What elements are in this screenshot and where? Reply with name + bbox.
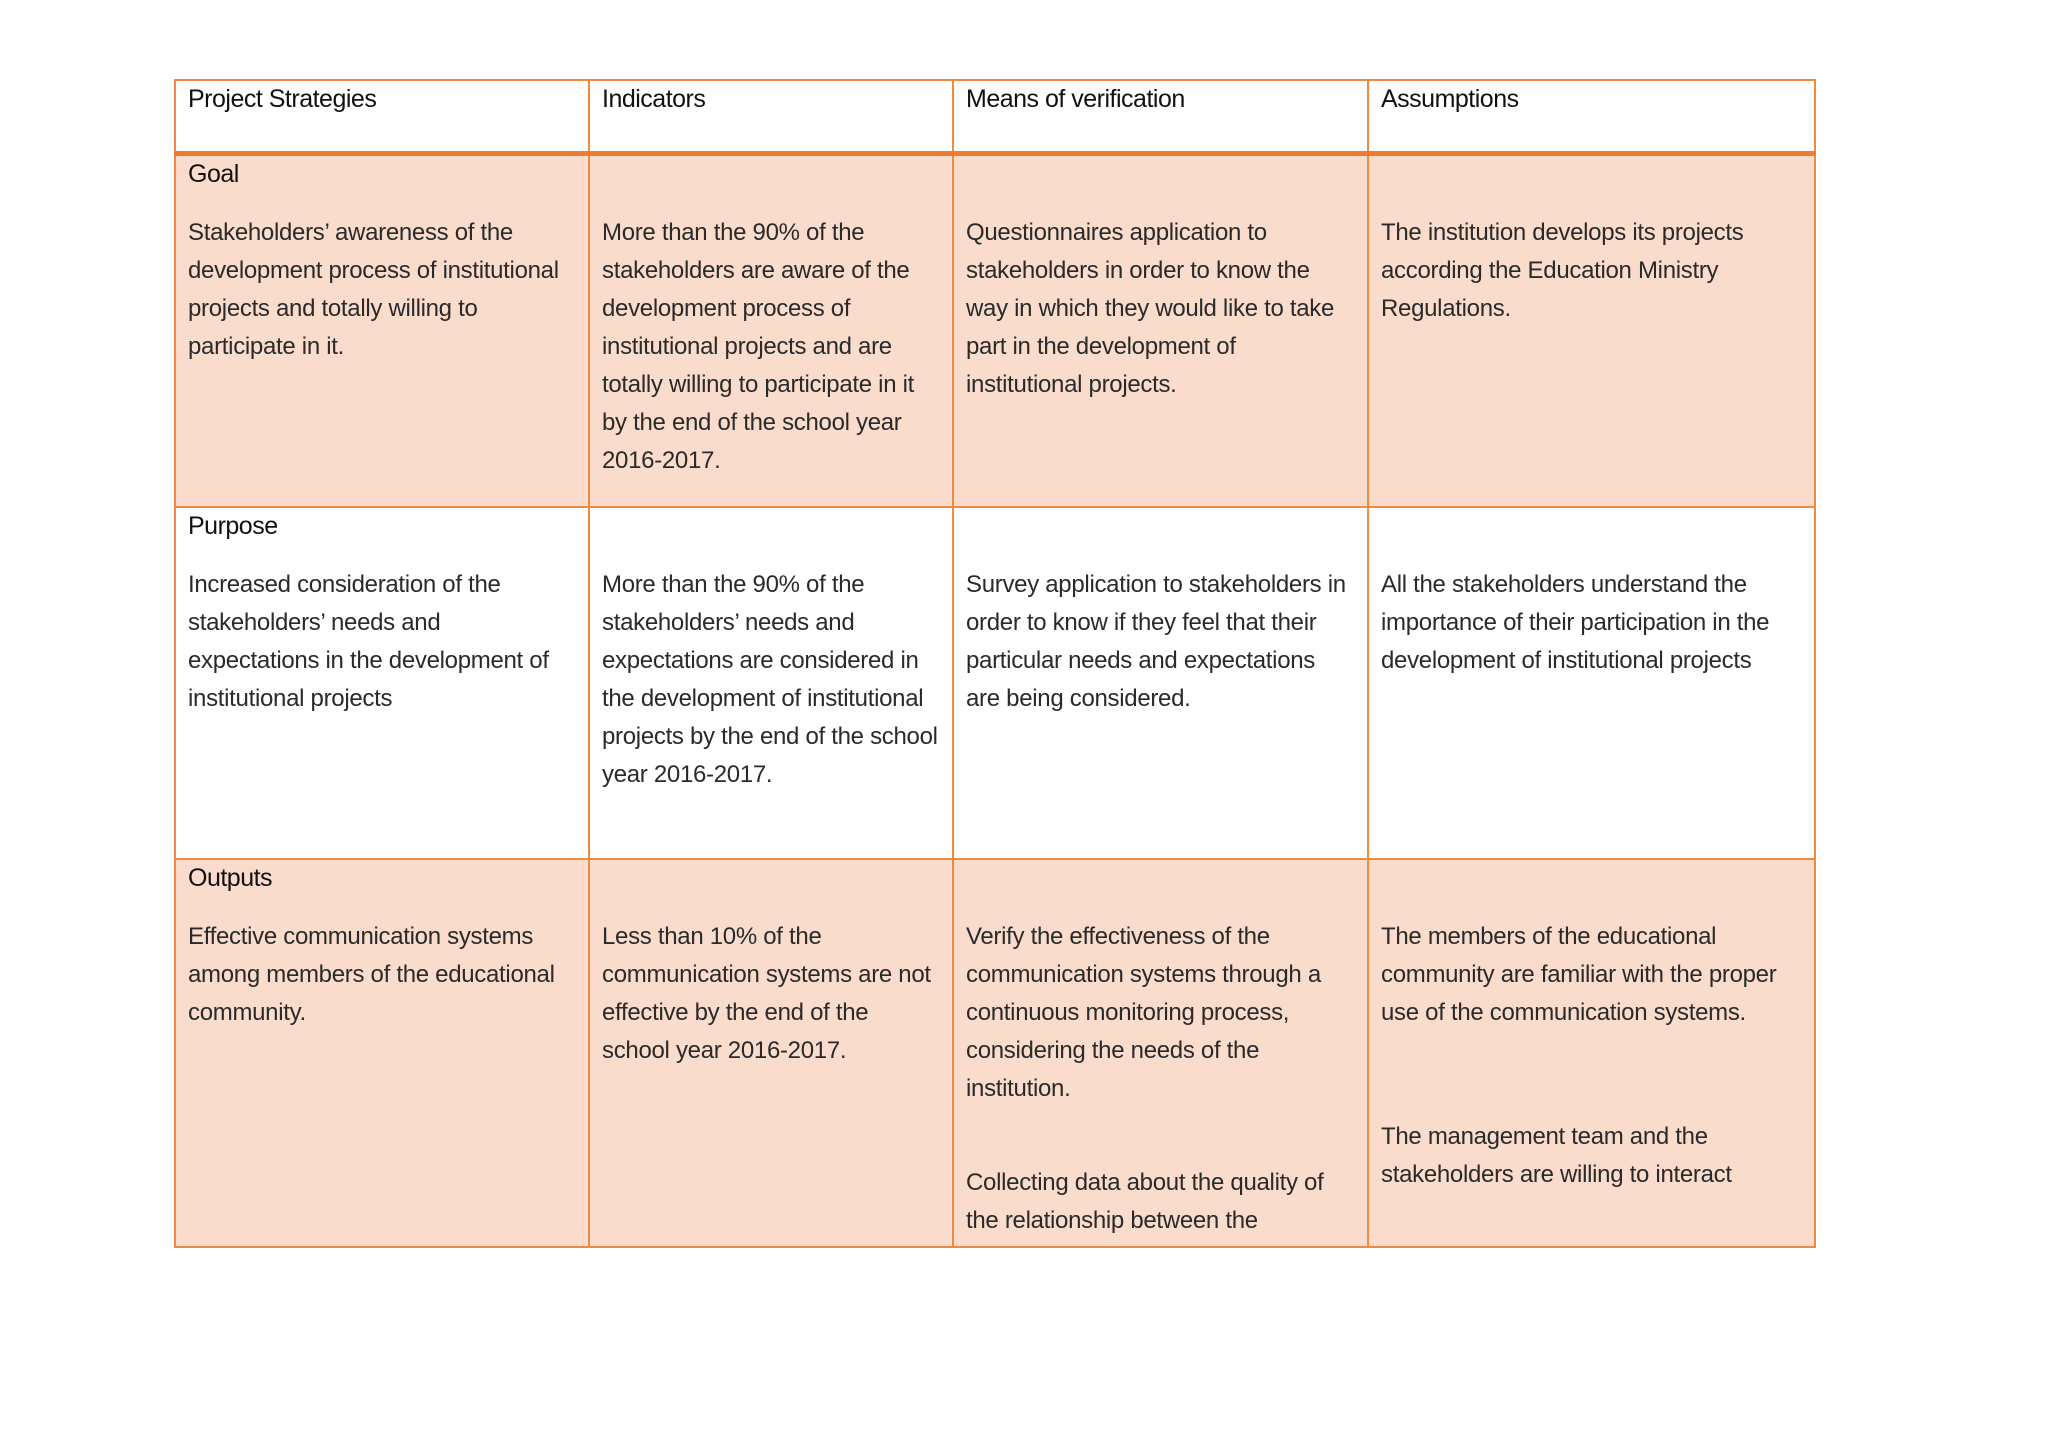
table-row-purpose (175, 507, 1815, 859)
outputs-verification-cell (953, 859, 1368, 1247)
outputs-assumptions-cell (1368, 859, 1815, 1247)
purpose-strategy-cell (175, 507, 589, 859)
outputs-indicator-text: Less than 10% of the communication systems are not effective by the end of the school year 2016-2017. (602, 923, 931, 1064)
table-row-outputs (175, 859, 1815, 1247)
header-assumptions: Assumptions (1368, 80, 1815, 154)
purpose-strategy-text: Increased consideration of the stakeholders’ needs and expectations in the development of institutional projects (188, 571, 549, 712)
header-indicators: Indicators (589, 80, 953, 154)
table-row-goal (175, 154, 1815, 508)
outputs-strategy-text: Effective communication systems among members of the educational community. (188, 923, 555, 1026)
purpose-verification-cell (953, 507, 1368, 859)
goal-section-label: Goal (188, 160, 239, 188)
goal-verification-text: Questionnaires application to stakeholders in order to know the way in which they would like to take part in the development of institutional projects. (966, 219, 1335, 398)
goal-verification-cell (953, 154, 1368, 508)
goal-strategy-text: Stakeholders’ awareness of the development process of institutional projects and totally willing to participate in it. (188, 219, 559, 360)
goal-indicator-text: More than the 90% of the stakeholders are aware of the development process of institutional projects and are totally willing to participate in it by the end of the school year 2016-2017. (602, 219, 915, 474)
outputs-verification-text-2: Collecting data about the quality of the relationship between the (966, 1169, 1324, 1234)
purpose-indicator-text: More than the 90% of the stakeholders’ needs and expectations are considered in the development of institutional projects by the end of the school year 2016-2017. (602, 571, 938, 788)
purpose-assumptions-cell (1368, 507, 1815, 859)
purpose-section-label: Purpose (188, 512, 278, 540)
outputs-indicator-cell (589, 859, 953, 1247)
outputs-assumptions-text-2: The management team and the stakeholders are willing to interact (1381, 1123, 1732, 1188)
header-project-strategies: Project Strategies (175, 80, 589, 154)
goal-strategy-cell (175, 154, 589, 508)
purpose-assumptions-text: All the stakeholders understand the importance of their participation in the development of institutional projects (1381, 571, 1770, 674)
header-means-of-verification: Means of verification (953, 80, 1368, 154)
purpose-indicator-cell (589, 507, 953, 859)
goal-assumptions-text: The institution develops its projects according the Education Ministry Regulations. (1381, 219, 1744, 322)
goal-indicator-cell (589, 154, 953, 508)
logframe-table (174, 79, 1816, 1248)
outputs-strategy-cell (175, 859, 589, 1247)
outputs-section-label: Outputs (188, 864, 273, 892)
table-header-row (175, 80, 1815, 154)
outputs-verification-text-1: Verify the effectiveness of the communication systems through a continuous monitoring process, considering the needs of the institution. (966, 923, 1321, 1102)
purpose-verification-text: Survey application to stakeholders in order to know if they feel that their particular needs and expectations are being considered. (966, 571, 1346, 712)
goal-assumptions-cell (1368, 154, 1815, 508)
outputs-assumptions-text-1: The members of the educational community are familiar with the proper use of the communication systems. (1381, 923, 1777, 1026)
